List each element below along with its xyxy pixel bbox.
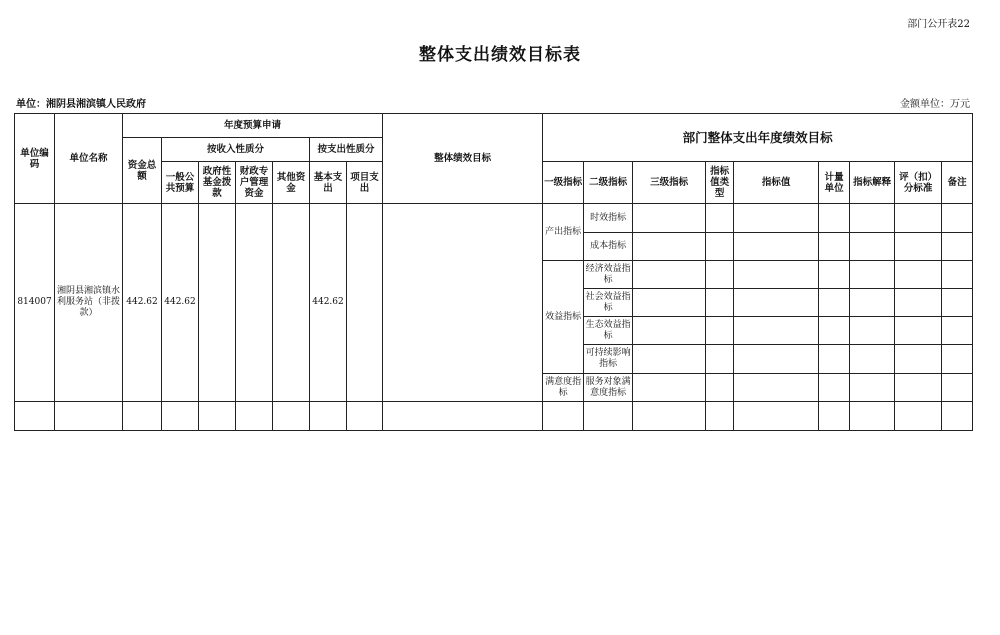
- col-by-expense: 按支出性质分: [310, 138, 383, 162]
- col-by-income: 按收入性质分: [162, 138, 310, 162]
- level2-sustainable: 可持续影响指标: [584, 345, 633, 374]
- col-level1: 一级指标: [543, 162, 584, 204]
- col-unit-code: 单位编码: [15, 114, 55, 204]
- col-dept-goal: 部门整体支出年度绩效目标: [543, 114, 973, 162]
- col-fiscal-special: 财政专户管理资金: [236, 162, 273, 204]
- unit-label: 单位：湘阴县湘滨镇人民政府: [16, 99, 146, 110]
- col-index-explain: 指标解释: [850, 162, 895, 204]
- col-measure-unit: 计量单位: [819, 162, 850, 204]
- unit-name-cell: 湘阴县湘滨镇水利服务站（非拨款）: [55, 204, 123, 402]
- col-general-budget: 一般公共预算: [162, 162, 199, 204]
- other-funds-cell: [273, 204, 310, 402]
- form-number: 部门公开表22: [907, 19, 970, 30]
- col-index-type: 指标值类型: [706, 162, 734, 204]
- col-score-std: 评（扣）分标准: [895, 162, 942, 204]
- total-funds-cell: 442.62: [123, 204, 162, 402]
- col-overall-goal: 整体绩效目标: [383, 114, 543, 204]
- col-unit-name: 单位名称: [55, 114, 123, 204]
- level1-satisfaction: 满意度指标: [543, 374, 584, 402]
- level2-social: 社会效益指标: [584, 289, 633, 317]
- page-title: 整体支出绩效目标表: [419, 45, 581, 65]
- col-annual-budget: 年度预算申请: [123, 114, 383, 138]
- col-project-exp: 项目支出: [347, 162, 383, 204]
- col-other-funds: 其他资金: [273, 162, 310, 204]
- basic-exp-cell: 442.62: [310, 204, 347, 402]
- fiscal-special-cell: [236, 204, 273, 402]
- level1-benefit: 效益指标: [543, 261, 584, 374]
- level2-economic: 经济效益指标: [584, 261, 633, 289]
- table-row: [15, 204, 973, 233]
- money-unit-label: 金额单位：万元: [900, 99, 970, 110]
- unit-code-cell: 814007: [15, 204, 55, 402]
- col-level3: 三级指标: [633, 162, 706, 204]
- col-gov-fund: 政府性基金拨款: [199, 162, 236, 204]
- gov-fund-cell: [199, 204, 236, 402]
- col-basic-exp: 基本支出: [310, 162, 347, 204]
- level2-ecological: 生态效益指标: [584, 317, 633, 345]
- general-budget-cell: 442.62: [162, 204, 199, 402]
- col-level2: 二级指标: [584, 162, 633, 204]
- project-exp-cell: [347, 204, 383, 402]
- col-index-value: 指标值: [734, 162, 819, 204]
- table-row: [15, 402, 973, 431]
- performance-table: [14, 113, 973, 431]
- level1-output: 产出指标: [543, 204, 584, 261]
- overall-goal-cell: [383, 204, 543, 402]
- level2-timeliness: 时效指标: [584, 204, 633, 233]
- level2-cost: 成本指标: [584, 233, 633, 261]
- level2-service-satisfaction: 服务对象满意度指标: [584, 374, 633, 402]
- col-remark: 备注: [942, 162, 973, 204]
- col-total-funds: 资金总额: [123, 138, 162, 204]
